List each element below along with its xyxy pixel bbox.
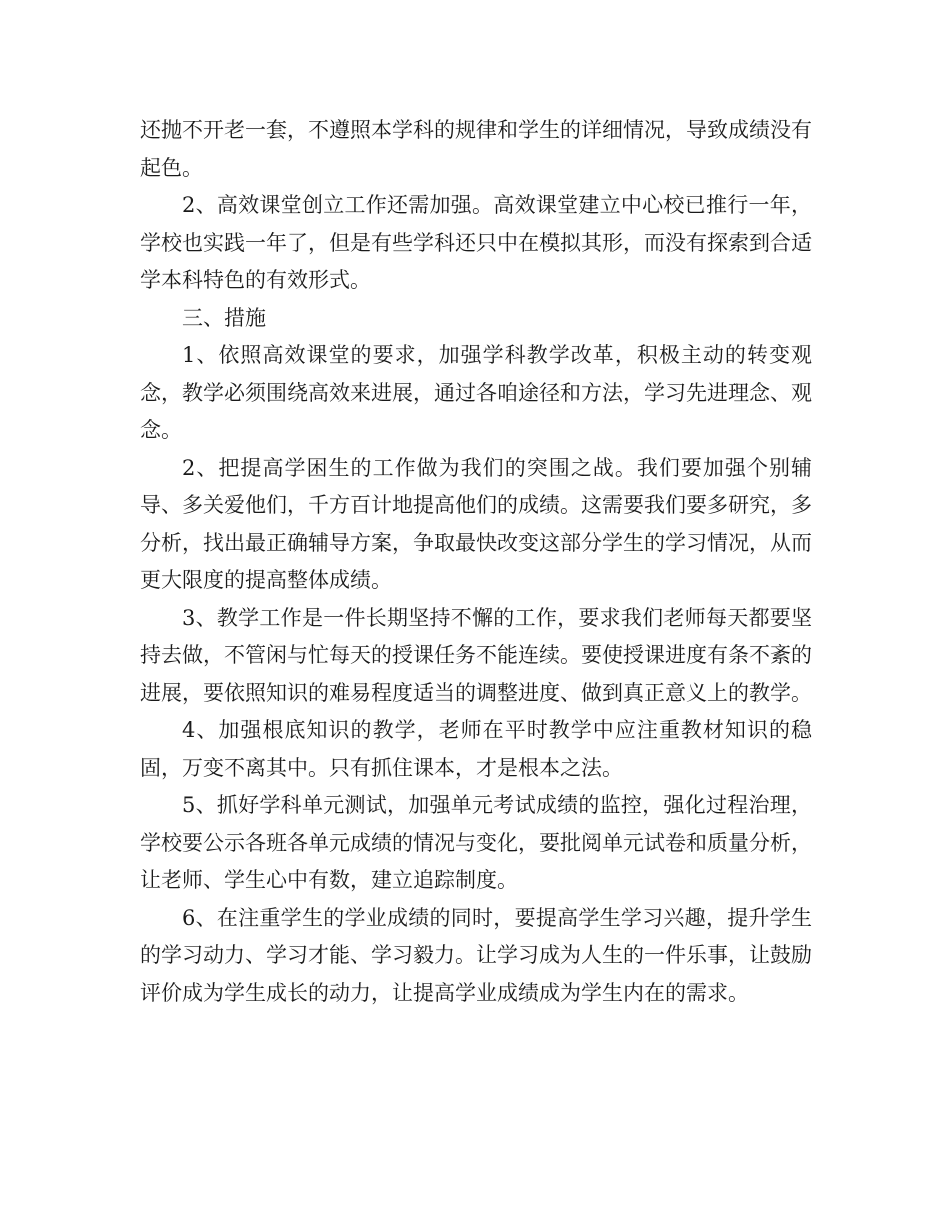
paragraph-item-2-classroom: 2、高效课堂创立工作还需加强。高效课堂建立中心校已推行一年，学校也实践一年了，但是有些学科还只中在模拟其形，而没有探索到合适学本科特色的有效形式。 <box>140 193 812 292</box>
document-body <box>140 112 812 1012</box>
measure-item-6: 6、在注重学生的学业成绩的同时，要提高学生学习兴趣，提升学生的学习动力、学习才能、学习毅力。让学习成为人生的一件乐事，让鼓励评价成为学生成长的动力，让提高学业成绩成为学生内在的需求。 <box>140 905 812 1005</box>
measure-item-4: 4、加强根底知识的教学，老师在平时教学中应注重教材知识的稳固，万变不离其中。只有抓住课本，才是根本之法。 <box>140 718 812 780</box>
paragraph-continuation: 还抛不开老一套，不遵照本学科的规律和学生的详细情况，导致成绩没有起色。 <box>140 118 812 180</box>
section-heading-measures: 三、措施 <box>182 305 266 330</box>
measure-item-1: 1、依照高效课堂的要求，加强学科教学改革，积极主动的转变观念，教学必须围绕高效来进展，通过各咱途径和方法，学习先进理念、观念。 <box>140 343 812 442</box>
measure-item-5: 5、抓好学科单元测试，加强单元考试成绩的监控，强化过程治理，学校要公示各班各单元成绩的情况与变化，要批阅单元试卷和质量分析，让老师、学生心中有数，建立追踪制度。 <box>140 793 812 892</box>
measure-item-3: 3、教学工作是一件长期坚持不懈的工作，要求我们老师每天都要坚持去做，不管闲与忙每天的授课任务不能连续。要使授课进度有条不紊的进展，要依照知识的难易程度适当的调整进度、做到真正意义上的教学。 <box>140 605 812 705</box>
measure-item-2: 2、把提高学困生的工作做为我们的突围之战。我们要加强个别辅导、多关爱他们，千方百计地提高他们的成绩。这需要我们要多研究，多分析，找出最正确辅导方案，争取最快改变这部分学生的学习情况，从而更大限度的提高整体成绩。 <box>140 455 812 592</box>
